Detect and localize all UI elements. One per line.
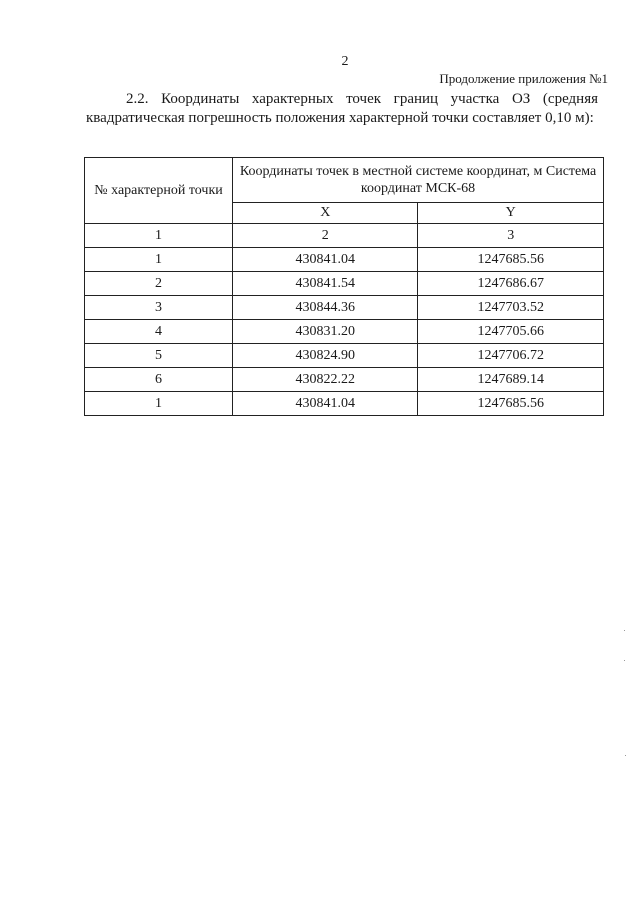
table-row <box>85 296 604 320</box>
y-cell: 1247685.56 <box>418 248 604 272</box>
y-cell: 1247706.72 <box>418 344 604 368</box>
table-row <box>85 320 604 344</box>
table-row <box>85 392 604 416</box>
table-row <box>85 272 604 296</box>
column-number-cell: 1 <box>85 224 233 248</box>
point-cell: 3 <box>85 296 233 320</box>
header-point-number: № характерной точки <box>85 158 233 224</box>
table-row <box>85 344 604 368</box>
section-intro-paragraph: 2.2. Координаты характерных точек границ участка ОЗ (средняя квадратическая погрешность положения характерной точки составляет 0,10 м): <box>86 91 598 126</box>
point-cell: 5 <box>85 344 233 368</box>
column-number-cell: 2 <box>233 224 418 248</box>
x-cell: 430841.54 <box>233 272 418 296</box>
coordinates-table <box>84 157 604 416</box>
x-cell: 430841.04 <box>233 392 418 416</box>
x-cell: 430831.20 <box>233 320 418 344</box>
point-cell: 6 <box>85 368 233 392</box>
table-header-row <box>85 158 604 203</box>
y-cell: 1247703.52 <box>418 296 604 320</box>
scan-speck <box>624 630 625 631</box>
point-cell: 1 <box>85 248 233 272</box>
table-row <box>85 368 604 392</box>
scan-speck <box>625 755 626 756</box>
x-cell: 430844.36 <box>233 296 418 320</box>
point-cell: 1 <box>85 392 233 416</box>
header-coordinate-system: Координаты точек в местной системе координат, м Система координат МСК-68 <box>233 158 604 203</box>
point-cell: 4 <box>85 320 233 344</box>
point-cell: 2 <box>85 272 233 296</box>
table-row <box>85 248 604 272</box>
x-cell: 430841.04 <box>233 248 418 272</box>
appendix-continuation-note: Продолжение приложения №1 <box>439 71 608 86</box>
scan-speck <box>624 660 625 661</box>
column-number-row <box>85 224 604 248</box>
y-cell: 1247685.56 <box>418 392 604 416</box>
x-cell: 430824.90 <box>233 344 418 368</box>
page-number: 2 <box>341 54 349 69</box>
column-number-cell: 3 <box>418 224 604 248</box>
header-y: Y <box>418 203 604 224</box>
y-cell: 1247705.66 <box>418 320 604 344</box>
y-cell: 1247689.14 <box>418 368 604 392</box>
y-cell: 1247686.67 <box>418 272 604 296</box>
header-x: X <box>233 203 418 224</box>
x-cell: 430822.22 <box>233 368 418 392</box>
